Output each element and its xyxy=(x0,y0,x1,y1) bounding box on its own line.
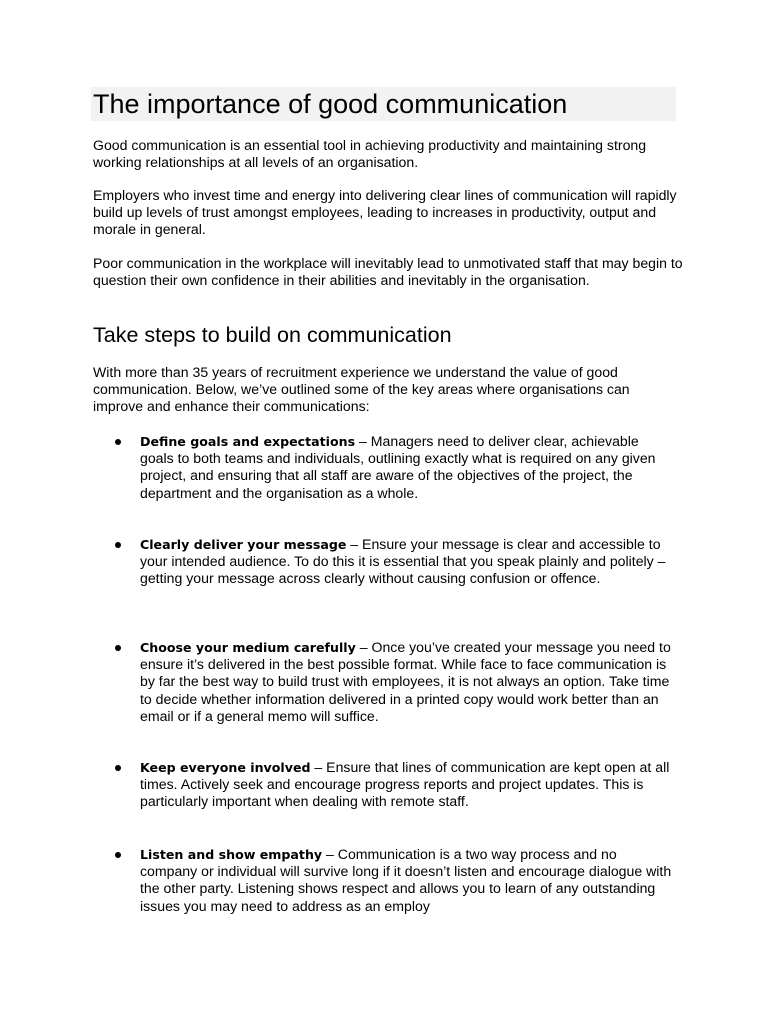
intro-paragraph-2: Employers who invest time and energy into delivering clear lines of communication will rapidly build up levels of trust amongst employees, leading to increases in productivity, output and morale in general. xyxy=(93,187,677,237)
bullet-term: Clearly deliver your message xyxy=(140,537,347,552)
bullet-body: – Ensure your message is clear and accessible to your intended audience. To do this it is essential that you speak plainly and politely – getting your message across clearly without causing confusion or offence. xyxy=(140,536,666,587)
bullet-text xyxy=(140,536,676,588)
bullet-icon xyxy=(115,439,121,445)
bullet-term: Choose your medium carefully xyxy=(140,640,356,655)
section-intro-paragraph: With more than 35 years of recruitment experience we understand the value of good communication. Below, we’ve outlined some of the key areas where organisations can improve and enhance their communications: xyxy=(93,364,630,414)
intro-paragraph-1: Good communication is an essential tool in achieving productivity and maintaining strong working relationships at all levels of an organisation. xyxy=(93,137,647,170)
bullet-text xyxy=(140,433,676,502)
bullet-body: – Once you’ve created your message you need to ensure it’s delivered in the best possible format. While face to face communication is by far the best way to build trust with employees, it is not always an option. Take time to decide whether information delivered in a printed copy would work better than an email or if a general memo will suffice. xyxy=(140,639,671,724)
bullet-icon xyxy=(115,765,121,771)
bullet-icon xyxy=(115,852,121,858)
bullet-text xyxy=(140,759,676,811)
bullet-body: – Ensure that lines of communication are kept open at all times. Actively seek and encourage progress reports and project updates. This is particularly important when dealing with remote staff. xyxy=(140,759,670,810)
bullet-icon xyxy=(115,645,121,651)
bullet-term: Define goals and expectations xyxy=(140,434,356,449)
bullet-text xyxy=(140,846,676,915)
intro-paragraph-3: Poor communication in the workplace will inevitably lead to unmotivated staff that may begin to question their own confidence in their abilities and inevitably in the organisation. xyxy=(93,255,683,288)
bullet-body: – Managers need to deliver clear, achievable goals to both teams and individuals, outlining exactly what is required on any given project, and ensuring that all staff are aware of the objectives of the project, the department and the organisation as a whole. xyxy=(140,433,656,501)
section-heading: Take steps to build on communication xyxy=(93,323,452,347)
bullet-term: Listen and show empathy xyxy=(140,847,323,862)
bullet-text xyxy=(140,639,676,725)
bullet-term: Keep everyone involved xyxy=(140,760,311,775)
bullet-body: – Communication is a two way process and no company or individual will survive long if it doesn’t listen and encourage dialogue with the other party. Listening shows respect and allows you to learn of any outstanding issues you may need to address as an employ xyxy=(140,846,672,914)
bullet-icon xyxy=(115,542,121,548)
page-title: The importance of good communication xyxy=(93,89,568,119)
